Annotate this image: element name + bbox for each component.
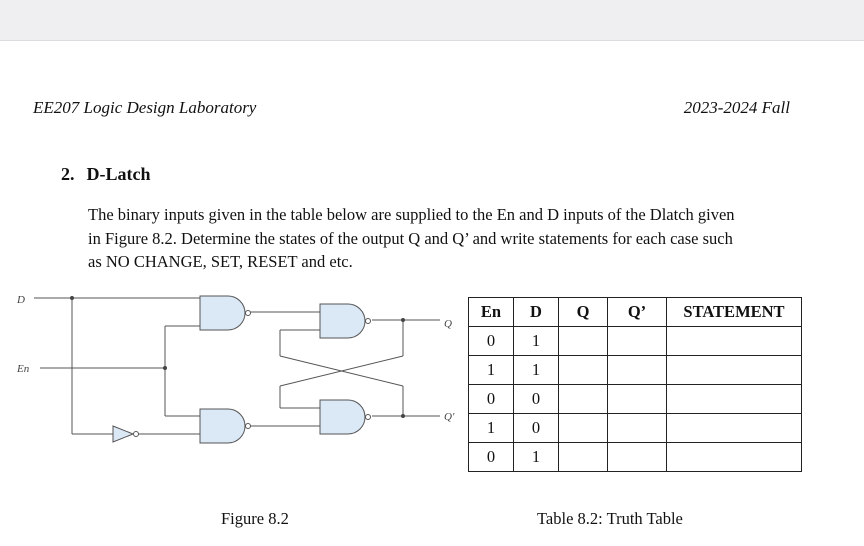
nand-gate-3-bubble [366,319,371,324]
label-en: En [17,363,30,375]
cell-en: 1 [469,356,514,385]
section-heading: D-Latch [86,164,151,184]
table-row [469,385,802,414]
cell-q [559,443,608,472]
label-d: D [17,294,25,306]
nand-gate-2-bubble [246,424,251,429]
table-header-row [469,298,802,327]
nand-gate-3 [320,304,365,338]
cell-en: 0 [469,385,514,414]
cell-d: 0 [514,385,559,414]
col-header-en: En [469,298,514,327]
course-header: EE207 Logic Design Laboratory [33,98,257,117]
table-row [469,443,802,472]
table-row [469,414,802,443]
nand-gate-2 [200,409,245,443]
section-title [61,164,151,185]
cell-qbar [608,385,667,414]
nand-gate-1-bubble [246,311,251,316]
paragraph-line: in Figure 8.2. Determine the states of the output Q and Q’ and write statements for each case such [88,228,733,248]
paragraph-line: The binary inputs given in the table below are supplied to the En and D inputs of the Dlatch given [88,205,735,224]
cell-qbar [608,356,667,385]
cell-qbar [608,414,667,443]
col-header-qbar: Q’ [608,298,667,327]
paragraph-line: as NO CHANGE, SET, RESET and etc. [88,252,353,271]
cell-qbar [608,327,667,356]
cell-en: 0 [469,443,514,472]
junction-dot [401,414,405,418]
inverter-bubble [134,432,139,437]
col-header-d: D [514,298,559,327]
cell-q [559,356,608,385]
cell-statement [667,385,802,414]
cell-d: 1 [514,443,559,472]
figure-caption: Figure 8.2 [221,509,289,528]
col-header-q: Q [559,298,608,327]
term-header: 2023-2024 Fall [683,98,790,117]
cell-statement [667,327,802,356]
browser-toolbar [0,0,864,41]
cell-en: 1 [469,414,514,443]
cell-statement [667,356,802,385]
truth-table [468,297,802,472]
d-latch-circuit-diagram [0,286,470,466]
junction-dot [70,296,74,300]
cell-q [559,385,608,414]
table-row [469,327,802,356]
cell-qbar [608,443,667,472]
label-qbar: Q' [444,411,455,423]
cell-statement [667,414,802,443]
nand-gate-4-bubble [366,415,371,420]
col-header-statement: STATEMENT [667,298,802,327]
junction-dot [401,318,405,322]
table-row [469,356,802,385]
instruction-paragraph [88,203,803,274]
label-q: Q [444,318,452,330]
table-caption: Table 8.2: Truth Table [537,509,683,528]
cell-d: 0 [514,414,559,443]
junction-dot [163,366,167,370]
section-number: 2. [61,164,75,184]
cell-en: 0 [469,327,514,356]
cell-d: 1 [514,327,559,356]
cell-statement [667,443,802,472]
cell-q [559,414,608,443]
nand-gate-1 [200,296,245,330]
cell-d: 1 [514,356,559,385]
cell-q [559,327,608,356]
nand-gate-4 [320,400,365,434]
inverter-gate [113,426,133,442]
